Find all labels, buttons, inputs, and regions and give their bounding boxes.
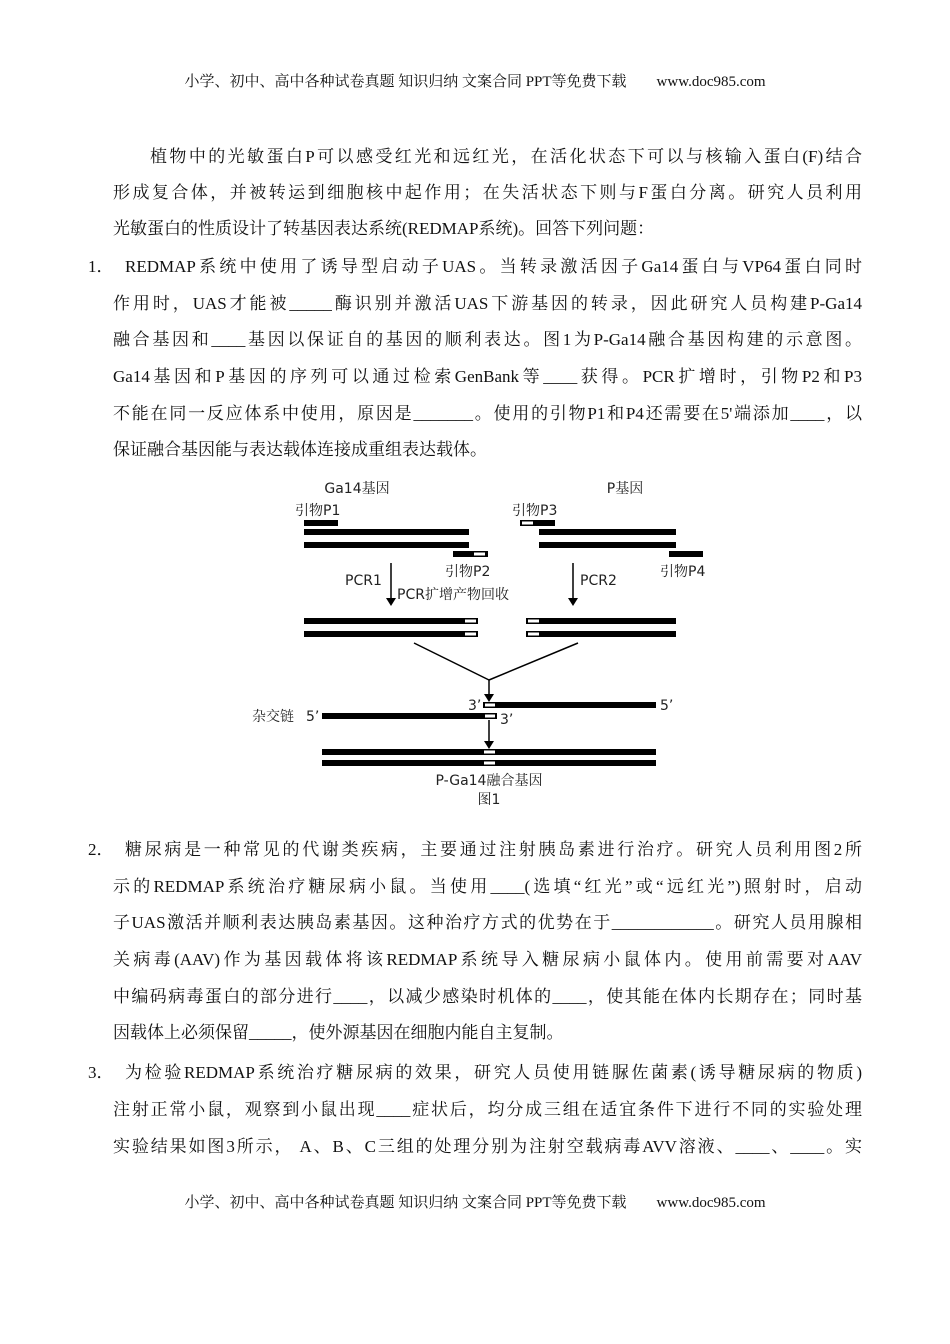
question-line: 子UAS激活并顺利表达胰岛素基因。这种治疗方式的优势在于____________。研究人员用腺相 (113, 913, 862, 932)
question-line: 示的REDMAP系统治疗糖尿病小鼠。当使用____(选填“红光”或“远红光”)照射时，启动 (113, 877, 862, 896)
question-line: 不能在同一反应体系中使用，原因是_______。使用的引物P1和P4还需要在5'端添加____，以 (113, 404, 862, 423)
label-p-gene: P基因 (606, 481, 644, 497)
question-line: 融合基因和____基因以保证自的基因的顺利表达。图1为P-Ga14融合基因构建的示意图。 (113, 330, 862, 349)
label-pcr2: PCR2 (580, 573, 617, 589)
label-3prime-top: 3’ (468, 698, 482, 714)
footer-url[interactable]: www.doc985.com (656, 1195, 766, 1211)
question-line: 为检验REDMAP系统治疗糖尿病的效果，研究人员使用链脲佐菌素(诱导糖尿病的物质) (125, 1063, 862, 1082)
page-footer (0, 1191, 950, 1212)
question-line: 注射正常小鼠，观察到小鼠出现____症状后，均分成三组在适宜条件下进行不同的实验处理 (113, 1100, 862, 1119)
label-3prime-bottom: 3’ (500, 712, 514, 728)
label-primer-p3: 引物P3 (512, 503, 558, 519)
question-number: 1． (88, 257, 114, 276)
footer-text: 小学、初中、高中各种试卷真题 知识归纳 文案合同 PPT等免费下载 (184, 1195, 627, 1211)
question-line: 保证融合基因能与表达载体连接成重组表达载体。 (113, 440, 487, 459)
label-primer-p2: 引物P2 (445, 564, 491, 580)
dna-strands (304, 520, 706, 766)
label-pcr-recovery: PCR扩增产物回收 (397, 587, 509, 603)
label-primer-p4: 引物P4 (660, 564, 706, 580)
question-line: 因载体上必须保留_____，使外源基因在细胞内能自主复制。 (113, 1023, 564, 1042)
header-text: 小学、初中、高中各种试卷真题 知识归纳 文案合同 PPT等免费下载 (184, 74, 627, 90)
label-fusion-gene: P-Ga14融合基因 (435, 773, 543, 789)
label-hybrid-strand: 杂交链 (252, 709, 294, 725)
question-line: 作用时，UAS才能被_____酶识别并激活UAS下游基因的转录，因此研究人员构建P-Ga14 (113, 294, 862, 313)
intro-line: 光敏蛋白的性质设计了转基因表达系统(REDMAP系统)。回答下列问题： (113, 219, 655, 238)
intro-line: 形成复合体，并被转运到细胞核中起作用；在失活状态下则与F蛋白分离。研究人员利用 (113, 183, 862, 202)
figure-caption: 图1 (477, 792, 501, 808)
label-5prime-bottom: 5’ (306, 709, 320, 725)
question-line: 糖尿病是一种常见的代谢类疾病，主要通过注射胰岛素进行治疗。研究人员利用图2所 (125, 840, 862, 859)
intro-line: 植物中的光敏蛋白P可以感受红光和远红光，在活化状态下可以与核输入蛋白(F)结合 (150, 147, 862, 166)
overlap-segments (465, 522, 539, 765)
header-url[interactable]: www.doc985.com (656, 74, 766, 90)
question-line: 实验结果如图3所示， A、B、C三组的处理分别为注射空载病毒AVV溶液、____、____。实 (113, 1137, 862, 1156)
question-line: REDMAP系统中使用了诱导型启动子UAS。当转录激活因子Ga14蛋白与VP64蛋白同时 (125, 257, 862, 276)
label-pcr1: PCR1 (345, 573, 382, 589)
question-line: 中编码病毒蛋白的部分进行____，以减少感染时机体的____，使其能在体内长期存在；同时基 (113, 987, 862, 1006)
question-number: 2． (88, 840, 114, 859)
question-line: 关病毒(AAV)作为基因载体将该REDMAP系统导入糖尿病小鼠体内。使用前需要对AAV (113, 950, 862, 969)
question-number: 3． (88, 1063, 114, 1082)
label-5prime-top: 5’ (660, 698, 674, 714)
question-line: Ga14基因和P基因的序列可以通过检索GenBank等____获得。PCR扩增时，引物P2和P3 (113, 367, 862, 386)
label-ga14-gene: Ga14基因 (324, 481, 390, 497)
label-primer-p1: 引物P1 (295, 503, 341, 519)
